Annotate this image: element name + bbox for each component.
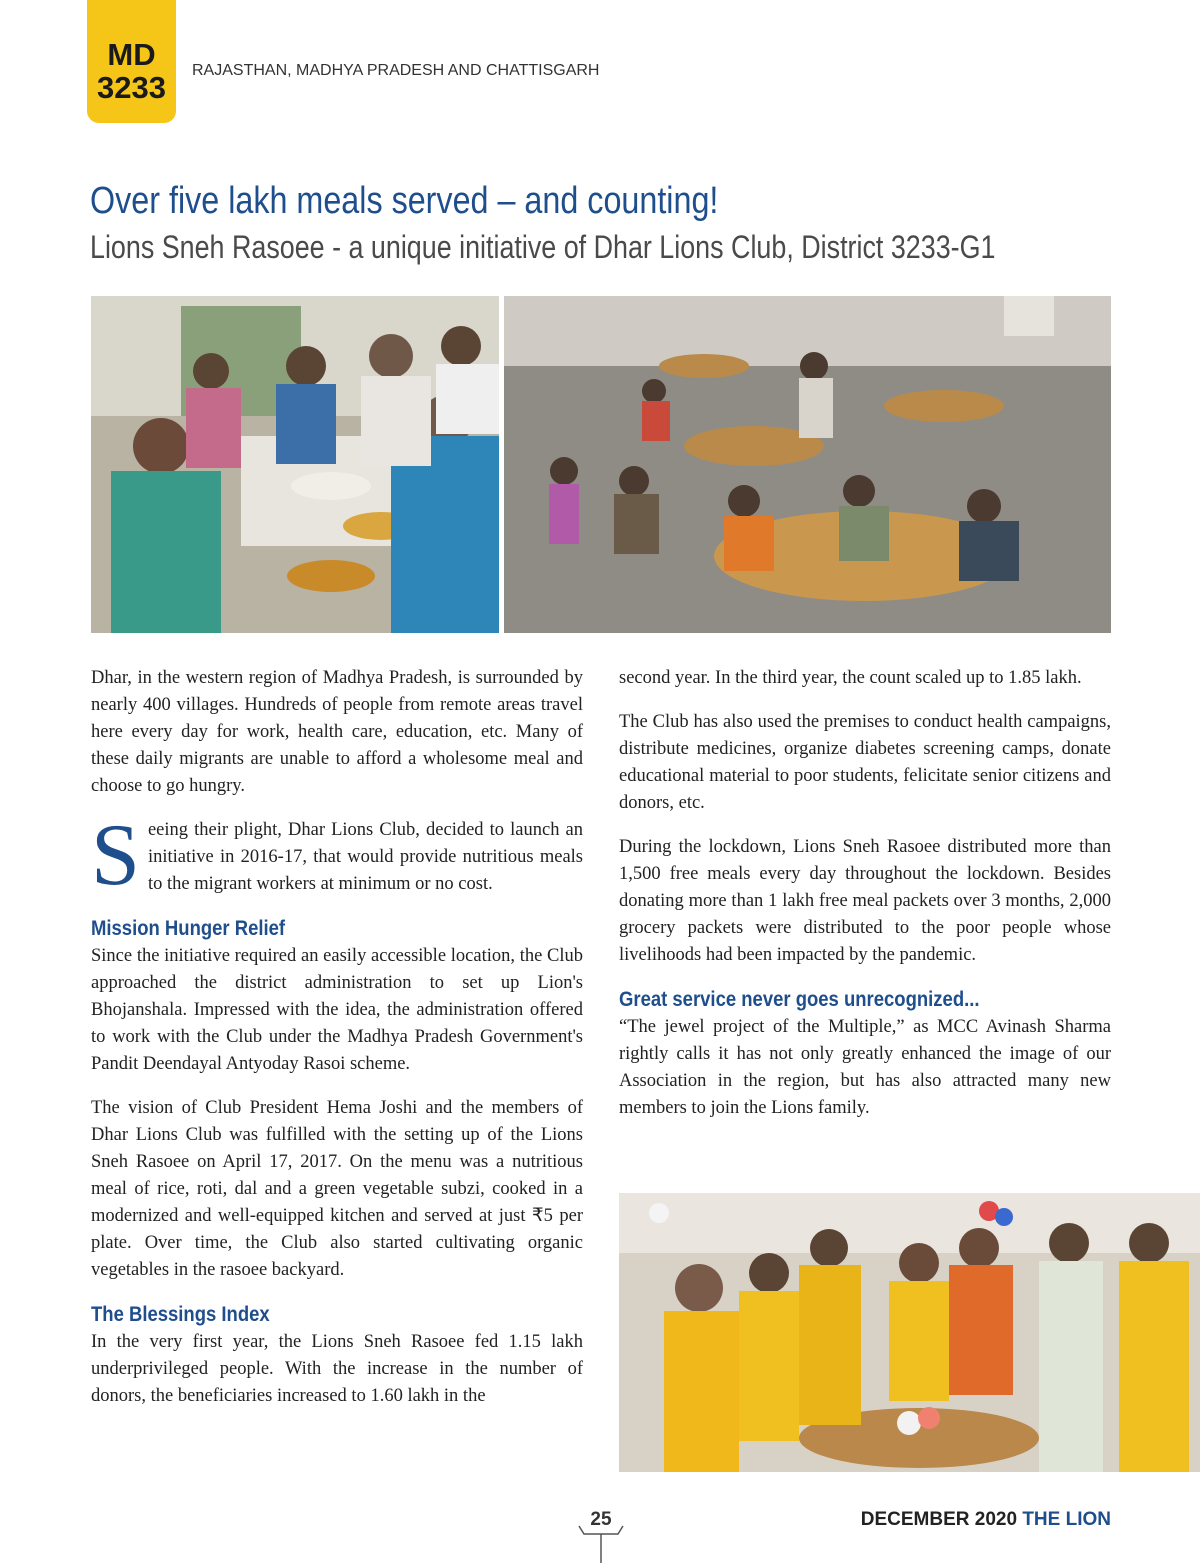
issue-footer xyxy=(861,1509,1111,1531)
drop-cap: S xyxy=(91,807,140,904)
heading-mission-hunger-relief: Mission Hunger Relief xyxy=(91,917,286,940)
paragraph-second-year: second year. In the third year, the count scaled up to 1.85 lakh. xyxy=(619,668,1082,688)
heading-great-service: Great service never goes unrecognized... xyxy=(619,988,980,1011)
paragraph-health-campaigns: The Club has also used the premises to conduct health campaigns, distribute medicines, organize diabetes screening camps, donate educational material to poor students, felicitate senior citizens and donors, etc. xyxy=(619,712,1111,813)
paragraph-jewel-project: “The jewel project of the Multiple,” as MCC Avinash Sharma rightly calls it has not only greatly enhanced the image of our Association in the region, but has also attracted many new members to join the Lions family. xyxy=(619,1017,1111,1118)
paragraph-intro: Dhar, in the western region of Madhya Pradesh, is surrounded by nearly 400 villages. Hundreds of people from remote areas travel here every day for work, health care, education, etc. Many of these daily migrants are unable to afford a wholesome meal and choose to go hungry. xyxy=(91,668,583,796)
district-tab-line2: 3233 xyxy=(97,70,166,105)
paragraph-initiative xyxy=(91,807,583,904)
right-column xyxy=(619,665,1111,1139)
article-subtitle: Lions Sneh Rasoee - a unique initiative of Dhar Lions Club, District 3233-G1 xyxy=(90,229,996,265)
photo-group-members xyxy=(619,1193,1200,1472)
heading-blessings-index: The Blessings Index xyxy=(91,1303,270,1326)
paragraph-location: Since the initiative required an easily accessible location, the Club approached the district administration to set up Lion's Bhojanshala. Impressed with the idea, the administration offered to work with the Club under the Madhya Pradesh Government's Pandit Deendayal Antyoday Rasoi scheme. xyxy=(91,946,583,1074)
district-tab-line1: MD xyxy=(107,37,156,72)
left-column xyxy=(91,665,583,1427)
photo-dining-hall xyxy=(504,296,1111,633)
paragraph-initiative-text: eeing their plight, Dhar Lions Club, decided to launch an initiative in 2016-17, that would provide nutritious meals to the migrant workers at minimum or no cost. xyxy=(147,820,583,894)
issue-date: DECEMBER 2020 xyxy=(860,1509,1018,1530)
page-number: 25 xyxy=(590,1509,612,1530)
region-label: RAJASTHAN, MADHYA PRADESH AND CHATTISGARH xyxy=(192,62,600,79)
magazine-name: THE LION xyxy=(1022,1509,1111,1530)
paragraph-lockdown: During the lockdown, Lions Sneh Rasoee distributed more than 1,500 free meals every day throughout the lockdown. Besides donating more than 1 lakh free meal packets over 3 months, 2,000 grocery packets were distributed to the poor people whose livelihoods had been impacted by the pandemic. xyxy=(619,837,1111,965)
photo-food-serving xyxy=(91,296,499,633)
district-tab xyxy=(87,0,176,123)
paragraph-vision: The vision of Club President Hema Joshi and the members of Dhar Lions Club was fulfilled with the setting up of the Lions Sneh Rasoee on April 17, 2017. On the menu was a nutritious meal of rice, roti, dal and a green vegetable subzi, cooked in a modernized and well-equipped kitchen and served at just ₹5 per plate. Over time, the Club also started cultivating organic vegetables in the rasoee backyard. xyxy=(91,1098,583,1280)
article-title: Over five lakh meals served – and counting! xyxy=(90,180,719,222)
paragraph-first-year: In the very first year, the Lions Sneh Rasoee fed 1.15 lakh underprivileged people. With the increase in the number of donors, the beneficiaries increased to 1.60 lakh in the xyxy=(91,1332,583,1406)
